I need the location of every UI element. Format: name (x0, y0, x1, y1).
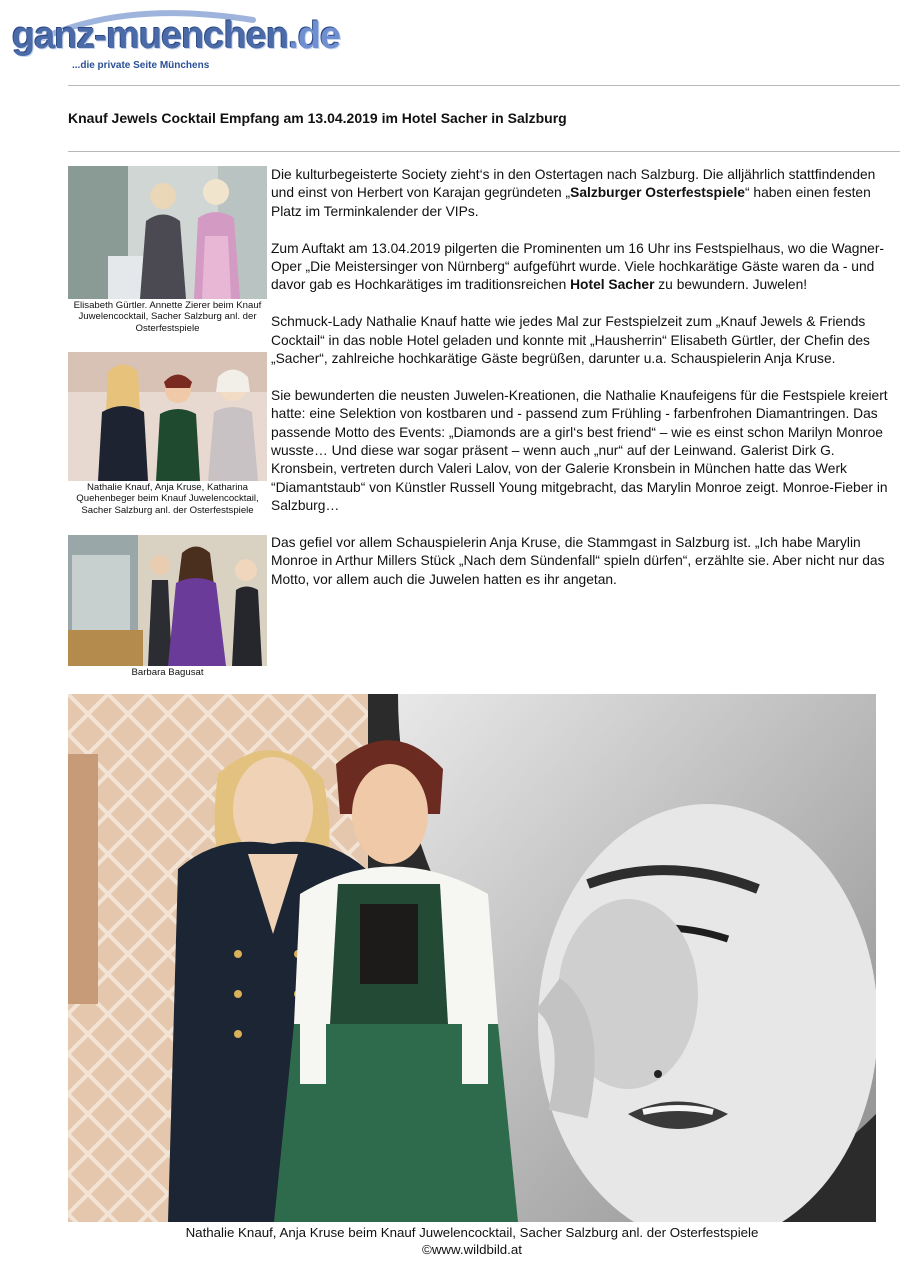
divider-top (68, 85, 900, 86)
photo-guests-3-icon (68, 535, 267, 666)
page-title: Knauf Jewels Cocktail Empfang am 13.04.2019 im Hotel Sacher in Salzburg (68, 110, 567, 126)
photo-guests-2-icon (68, 352, 267, 481)
photo-guests-1-icon (68, 166, 267, 299)
article-paragraph-5: Das gefiel vor allem Schauspielerin Anja Kruse, die Stammgast in Salzburg ist. „Ich habe Marylin Monroe in Arthur Millers Stück „Nach dem Sündenfall“ spieln dürfen“, erzählte sie. Aber nicht nur das Motto, vor allem auch die Juwelen hatten es ihr angetan. (271, 535, 885, 587)
article-paragraph-3: Schmuck-Lady Nathalie Knauf hatte wie jedes Mal zur Festspielzeit zum „Knauf Jewels & Friends Cocktail“ in das noble Hotel geladen und konnte mit „Hausherrin“ Elisabeth Gürtler, der Chefin des „Sacher“, zahlreiche hochkarätige Gäste begrüßen, darunter u.a. Schauspielerin Anja Kruse. (271, 314, 870, 367)
site-logo[interactable] (8, 8, 341, 78)
main-photo[interactable] (68, 694, 876, 1222)
article-paragraph-1: Die kulturbegeisterte Society zieht‘s in den Ostertagen nach Salzburg. Die alljährlich stattfindenden und einst von Herbert von Karajan gegründeten „Salzburger Osterfestspiele“ haben einen festen Platz im Terminkalender der VIPs. (271, 167, 876, 219)
sidebar-caption-3: Barbara Bagusat (131, 667, 204, 678)
sidebar-photo-1[interactable] (68, 166, 267, 299)
main-photo-credit: ©www.wildbild.at (422, 1242, 522, 1257)
photo-knauf-kruse-monroe-icon (68, 694, 876, 1222)
sidebar-photo-2[interactable] (68, 352, 267, 481)
sidebar-caption-2: Nathalie Knauf, Anja Kruse, Katharina Quehenbeger beim Knauf Juwelencocktail, Sacher Salzburg anl. der Osterfestspiele (76, 482, 259, 516)
article-body (271, 166, 900, 608)
article-paragraph-4: Sie bewunderten die neusten Juwelen-Kreationen, die Nathalie Knaufeigens für die Festspiele kreiert hatte: eine Selektion von kostbaren und - passend zum Frühling - farbenfrohen Diamantringen. Das passende Motto des Events: „Diamonds are a girl‘s best friend“ – wie es einst schon Marilyn Monroe wusste… Und diese war sogar präsent – wenn auch „nur“ auf der Leinwand. Galerist Dirk G. Kronsbein, vertreten durch Valeri Lalov, von der Galerie Kronsbein in München hatte das Werk “Diamantstaub“ von Künstler Russell Young mitgebracht, das Marylin Monroe zeigt. Monroe-Fieber in Salzburg… (271, 387, 888, 514)
logo-tagline: ...die private Seite Münchens (72, 60, 210, 71)
logo-wordmark: ganz-muenchen.de (12, 15, 341, 57)
sidebar-caption-1: Elisabeth Gürtler. Annette Zierer beim Knauf Juwelencocktail, Sacher Salzburg anl. der Osterfestspiele (73, 300, 262, 334)
main-photo-caption: Nathalie Knauf, Anja Kruse beim Knauf Juwelencocktail, Sacher Salzburg anl. der Osterfestspiele (185, 1225, 759, 1240)
divider-bottom (68, 151, 900, 152)
article-paragraph-2: Zum Auftakt am 13.04.2019 pilgerten die Prominenten um 16 Uhr ins Festspielhaus, wo die Wagner-Oper „Die Meistersinger von Nürnberg“ aufgeführt wurde. Viele hochkarätige Gäste waren da - und davor gab es Hochkarätiges im traditionsreichen Hotel Sacher zu bewundern. Juwelen! (271, 240, 885, 293)
sidebar-photo-3[interactable] (68, 535, 267, 666)
